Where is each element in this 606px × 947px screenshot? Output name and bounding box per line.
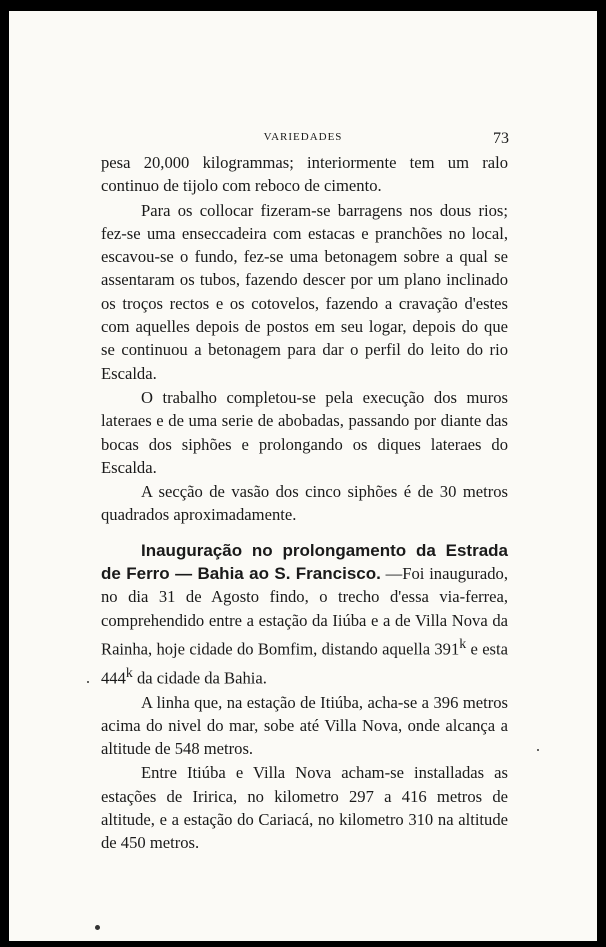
- body-text: [101, 151, 508, 855]
- paragraph: O trabalho completou-se pela execução dos muros lateraes e de uma serie de abobadas, passando por diante das bocas dos siphões e prolongando os diques lateraes do Escalda.: [101, 387, 508, 477]
- ink-speck: [537, 749, 539, 751]
- paragraph: Entre Itiúba e Villa Nova acham-se installadas as estações de Iririca, no kilometro 297 a 416 metros de altitude, e a estação do Cariacá, no kilometro 310 na altitude de 450 metros.: [101, 763, 508, 853]
- paragraph: pesa 20,000 kilogrammas; interiormente tem um ralo continuo de tijolo com reboco de cimento.: [101, 153, 508, 196]
- paragraph: Para os collocar fizeram-se barragens nos dous rios; fez-se uma enseccadeira com estacas e pranchões no local, escavou-se o fundo, fez-se uma betonagem sobre a qual se assentaram os tubos, fazendo descer por um plano inclinado os troços rectos e os cotovelos, fazendo a cravação d'estes com aquelles depois de postos em seu logar, depois do que se continuou a betonagem para dar o perfil do leito do rio Escalda.: [101, 200, 508, 383]
- km-mark: k: [459, 635, 467, 651]
- running-title: VARIEDADES: [263, 131, 343, 143]
- news-lead: —Foi inaugurado, no dia 31 de Agosto findo, o trecho d'essa via-ferrea, comprehendido entre a estação da Iiúba e a de Villa Nova da Rainha, hoje cidade do Bomfim, distando aquella 391: [101, 564, 508, 659]
- page-header: [9, 131, 597, 151]
- ink-speck: [95, 925, 100, 930]
- km-mark: k: [125, 664, 133, 680]
- paragraph: A secção de vasão dos cinco siphões é de 30 metros quadrados aproximadamente.: [101, 482, 508, 525]
- page-number: 73: [493, 130, 509, 147]
- ink-speck: [87, 681, 89, 683]
- news-tail: da cidade da Bahia.: [132, 668, 267, 688]
- news-middle: e esta 444: [101, 639, 508, 688]
- paragraph: A linha que, na estação de Itiúba, acha-se a 396 metros acima do nivel do mar, sobe até Villa Nova, onde alcança a altitude de 548 metros.: [101, 692, 508, 759]
- book-page: [9, 11, 597, 941]
- news-paragraph: [101, 539, 508, 690]
- news-title: Inauguração no prolongamento da Estrada de Ferro — Bahia ao S. Francisco.: [101, 540, 508, 584]
